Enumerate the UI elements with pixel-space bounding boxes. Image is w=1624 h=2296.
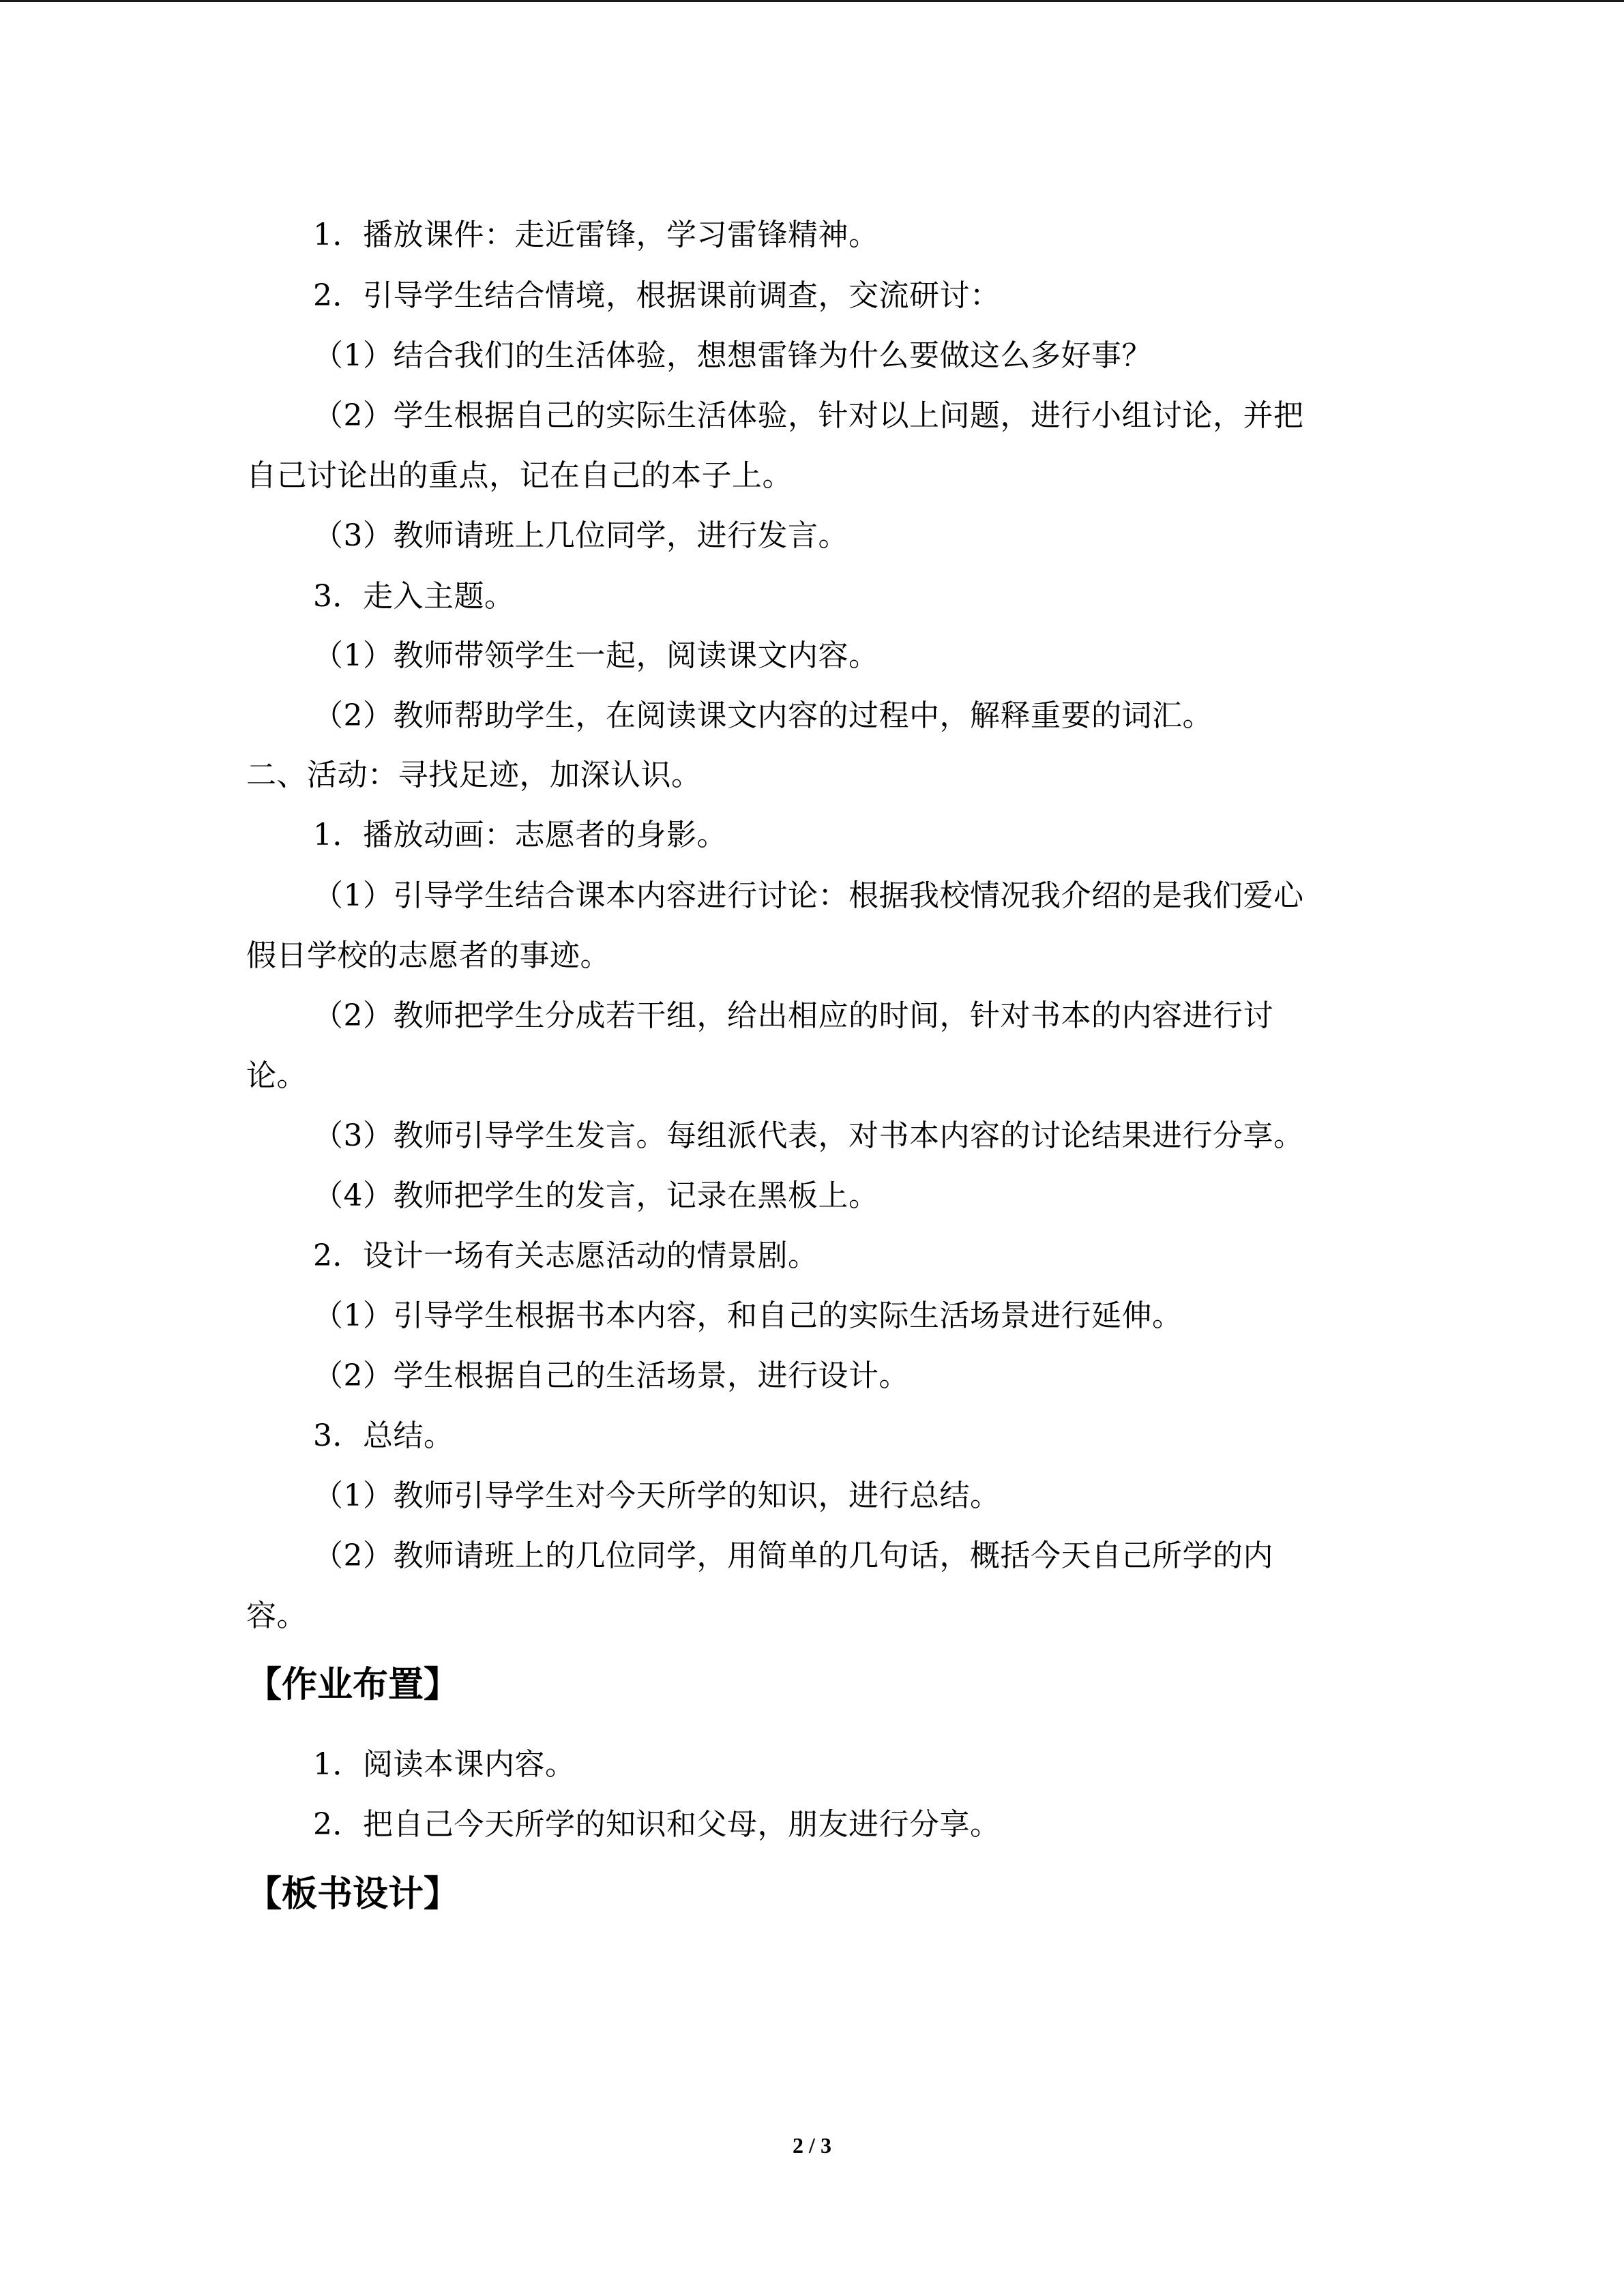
text-line: 2．引导学生结合情境，根据课前调查，交流研讨： [313,278,1001,313]
homework-item: 2．把自己今天所学的知识和父母，朋友进行分享。 [313,1807,1001,1842]
top-border [0,0,1624,2]
text-line: 2．设计一场有关志愿活动的情景剧。 [313,1238,818,1273]
text-line: （2）教师把学生分成若干组，给出相应的时间，针对书本的内容进行讨 [313,998,1273,1033]
text-line: 假日学校的志愿者的事迹。 [246,938,610,973]
text-line: 1．播放课件：走近雷锋，学习雷锋精神。 [313,218,879,252]
text-line: （1）教师带领学生一起，阅读课文内容。 [313,638,879,673]
text-line: （1）教师引导学生对今天所学的知识，进行总结。 [313,1478,1001,1513]
text-line: （3）教师请班上几位同学，进行发言。 [313,518,848,553]
text-line: 自己讨论出的重点，记在自己的本子上。 [246,458,793,493]
text-line: 1．播放动画：志愿者的身影。 [313,818,727,852]
text-line: （1）引导学生结合课本内容进行讨论：根据我校情况我介绍的是我们爱心 [313,878,1304,913]
text-line: （2）教师帮助学生，在阅读课文内容的过程中，解释重要的词汇。 [313,698,1213,733]
board-design-heading: 【板书设计】 [246,1874,460,1915]
text-line: （1）结合我们的生活体验，想想雷锋为什么要做这么多好事？ [313,338,1152,373]
text-line: （3）教师引导学生发言。每组派代表，对书本内容的讨论结果进行分享。 [313,1118,1304,1153]
text-line: 3．走入主题。 [313,579,515,614]
text-line: （4）教师把学生的发言，记录在黑板上。 [313,1178,879,1213]
text-line: 3．总结。 [313,1418,454,1453]
page-number: 2 / 3 [793,2133,831,2158]
homework-item: 1．阅读本课内容。 [313,1747,576,1782]
text-line: （2）教师请班上的几位同学，用简单的几句话，概括今天自己所学的内 [313,1538,1273,1573]
text-line: （1）引导学生根据书本内容，和自己的实际生活场景进行延伸。 [313,1298,1183,1333]
text-line: （2）学生根据自己的实际生活体验，针对以上问题，进行小组讨论，并把 [313,398,1304,433]
homework-heading: 【作业布置】 [246,1665,460,1705]
text-line: （2）学生根据自己的生活场景，进行设计。 [313,1358,909,1393]
text-line: 容。 [246,1598,307,1633]
text-line: 论。 [246,1058,307,1093]
section-title: 二、活动：寻找足迹，加深认识。 [246,758,702,792]
